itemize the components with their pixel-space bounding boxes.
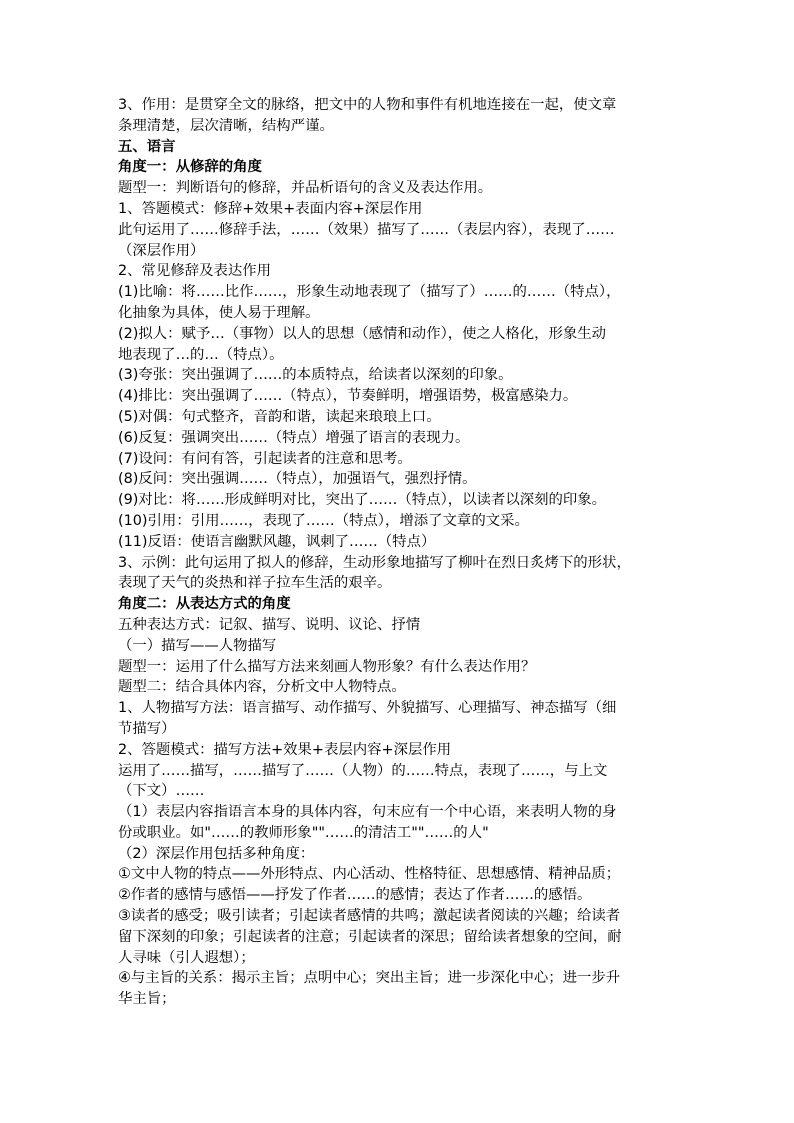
- text-line: 表现了天气的炎热和祥子拉车生活的艰辛。: [118, 575, 392, 592]
- text-line: 人寻味（引人遐想）；: [118, 949, 255, 966]
- text-line: 1、人物描写方法：语言描写、动作描写、外貌描写、心理描写、神态描写（细: [118, 700, 617, 717]
- text-line: （一）描写——人物描写: [118, 637, 277, 654]
- text-line: ②作者的感情与感悟——抒发了作者……的感情；表达了作者……的感悟。: [118, 887, 592, 904]
- text-line: ①文中人物的特点——外形特点、内心活动、性格特征、思想感情、精神品质；: [118, 866, 621, 883]
- section-heading: 五、语言: [118, 138, 176, 155]
- text-line: 份或职业。如"……的教师形象""……的清洁工""……的人": [118, 824, 489, 841]
- text-line: (1)比喻：将……比作……，形象生动地表现了（描写了）……的……（特点），: [118, 284, 621, 301]
- text-line: 题型一：运用了什么描写方法来刻画人物形象？有什么表达作用？: [118, 658, 536, 675]
- text-line: 地表现了…的…（特点）。: [118, 346, 284, 363]
- text-line: （深层作用）: [118, 242, 205, 259]
- text-line: 2、常见修辞及表达作用: [118, 263, 272, 280]
- text-line: (11)反语：使语言幽默风趣，讽刺了……（特点）: [118, 533, 436, 550]
- text-line: (7)设问：有问有答，引起读者的注意和思考。: [118, 450, 412, 467]
- text-line: ③读者的感受；吸引读者；引起读者感情的共鸣；激起读者阅读的兴趣；给读者: [118, 908, 621, 925]
- text-line: (10)引用：引用……，表现了……（特点），增添了文章的文采。: [118, 512, 529, 529]
- text-line: 题型一：判断语句的修辞，并品析语句的含义及表达作用。: [118, 180, 493, 197]
- text-line: (3)夸张：突出强调了……的本质特点，给读者以深刻的印象。: [118, 367, 513, 384]
- text-line: 运用了……描写，……描写了……（人物）的……特点，表现了……，与上文: [118, 762, 608, 779]
- text-line: ④与主旨的关系：揭示主旨；点明中心；突出主旨；进一步深化中心；进一步升: [118, 970, 621, 987]
- text-line: 留下深刻的印象；引起读者的注意；引起读者的深思；留给读者想象的空间，耐: [118, 928, 622, 945]
- text-line: (2)拟人：赋予…（事物）以人的思想（感情和动作），使之人格化，形象生动: [118, 325, 607, 342]
- text-line: 化抽象为具体，使人易于理解。: [118, 304, 320, 321]
- text-line: （1）表层内容指语言本身的具体内容，句末应有一个中心语，来表明人物的身: [118, 804, 617, 821]
- text-line: 1、答题模式：修辞+效果+表面内容+深层作用: [118, 200, 423, 217]
- text-line: (8)反问：突出强调……（特点），加强语气，强烈抒情。: [118, 471, 477, 488]
- text-line: 条理清楚，层次清晰，结构严谨。: [118, 117, 334, 134]
- section-heading: 角度二：从表达方式的角度: [118, 596, 291, 613]
- text-line: (4)排比：突出强调了……（特点），节奏鲜明，增强语势，极富感染力。: [118, 388, 578, 405]
- text-line: (5)对偶：句式整齐，音韵和谐，读起来琅琅上口。: [118, 408, 441, 425]
- text-line: 题型二：结合具体内容，分析文中人物特点。: [118, 679, 406, 696]
- text-line: (9)对比：将……形成鲜明对比，突出了……（特点），以读者以深刻的印象。: [118, 492, 607, 509]
- text-line: 五种表达方式：记叙、描写、说明、议论、抒情: [118, 616, 421, 633]
- section-heading: 角度一：从修辞的角度: [118, 159, 262, 176]
- text-line: 3、示例：此句运用了拟人的修辞，生动形象地描写了柳叶在烈日炙烤下的形状，: [118, 554, 631, 571]
- text-line: (6)反复：强调突出……（特点）增强了语言的表现力。: [118, 429, 470, 446]
- document-page: [118, 95, 686, 1010]
- text-line: 节描写）: [118, 720, 176, 737]
- text-line: 此句运用了……修辞手法，……（效果）描写了……（表层内容），表现了……: [118, 221, 615, 238]
- text-line: （下文）……: [118, 783, 205, 800]
- text-line: 华主旨；: [118, 991, 176, 1008]
- text-line: （2）深层作用包括多种角度：: [118, 845, 315, 862]
- text-line: 3、作用：是贯穿全文的脉络，把文中的人物和事件有机地连接在一起，使文章: [118, 97, 617, 113]
- text-line: 2、答题模式：描写方法+效果+表层内容+深层作用: [118, 741, 452, 758]
